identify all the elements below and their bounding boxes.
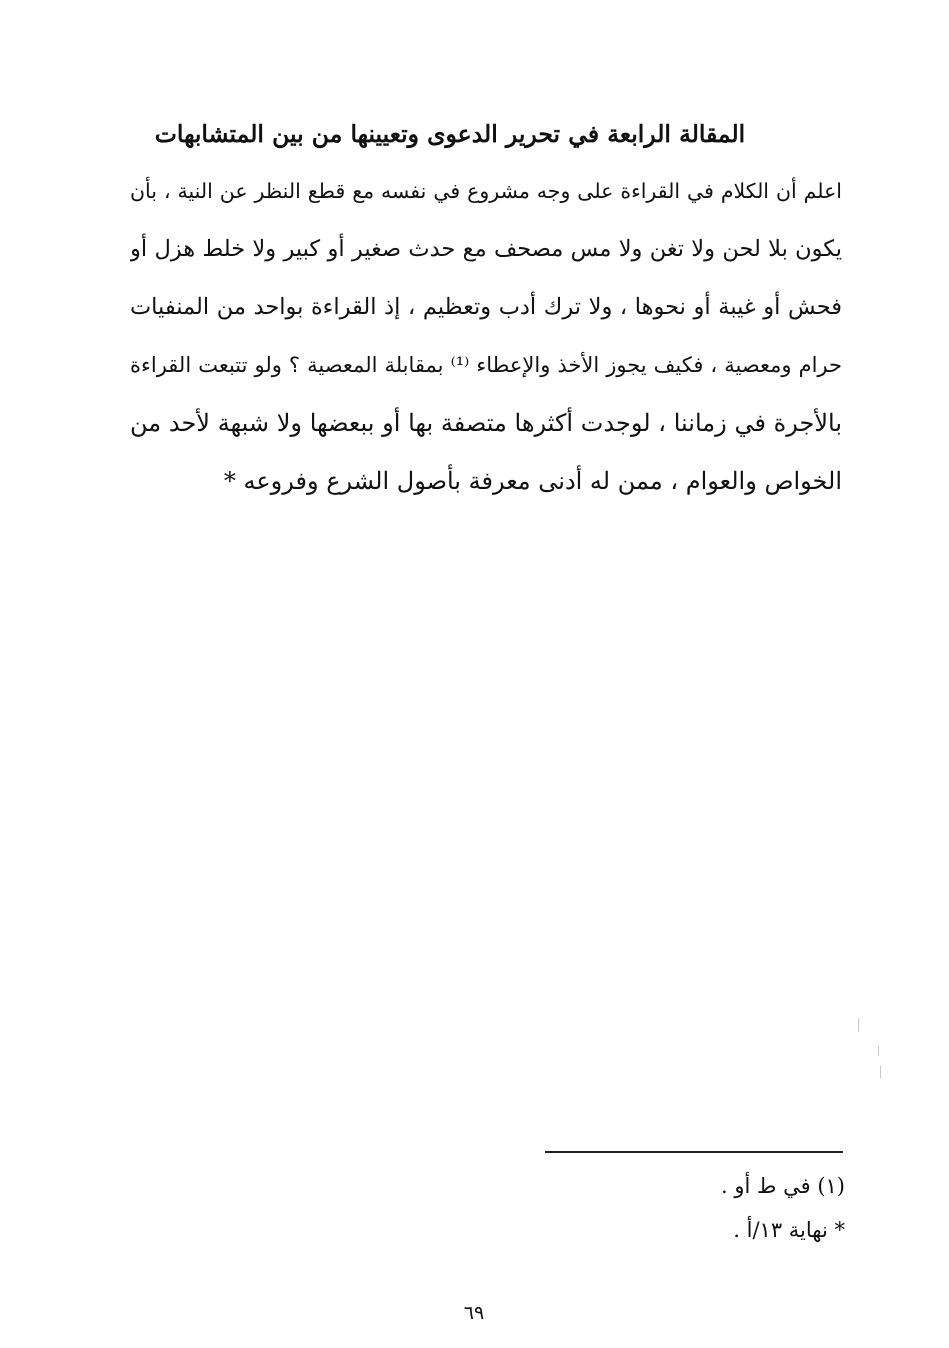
footnote-divider bbox=[545, 1151, 843, 1153]
body-line: فحش أو غيبة أو نحوها ، ولا ترك أدب وتعظيم ، إذ القراءة بواحد من المنفيات bbox=[130, 294, 842, 320]
body-line: بالأجرة في زماننا ، لوجدت أكثرها متصفة بها أو ببعضها ولا شبهة لأحد من bbox=[130, 409, 842, 437]
footnote-1: (١) في ط أو . bbox=[721, 1174, 845, 1198]
page-number: ٦٩ bbox=[463, 1302, 485, 1324]
footnote-2: * نهاية ١٣/أ . bbox=[733, 1218, 845, 1242]
body-text bbox=[130, 166, 842, 514]
body-line: يكون بلا لحن ولا تغن ولا مس مصحف مع حدث صغير أو كبير ولا خلط هزل أو bbox=[130, 236, 842, 262]
scan-speck bbox=[878, 1046, 879, 1056]
scan-speck bbox=[858, 1018, 859, 1032]
section-title: المقالة الرابعة في تحرير الدعوى وتعيينها من بين المتشابهات bbox=[154, 120, 746, 148]
footnotes bbox=[500, 1166, 845, 1254]
body-line: حرام ومعصية ، فكيف يجوز الأخذ والإعطاء ⁽¹⁾ بمقابلة المعصية ؟ ولو تتبعت القراءة bbox=[130, 353, 842, 377]
scan-speck bbox=[880, 1066, 881, 1078]
body-line: اعلم أن الكلام في القراءة على وجه مشروع في نفسه مع قطع النظر عن النية ، بأن bbox=[130, 179, 842, 203]
body-line-last: الخواص والعوام ، ممن له أدنى معرفة بأصول الشرع وفروعه * bbox=[223, 467, 842, 495]
